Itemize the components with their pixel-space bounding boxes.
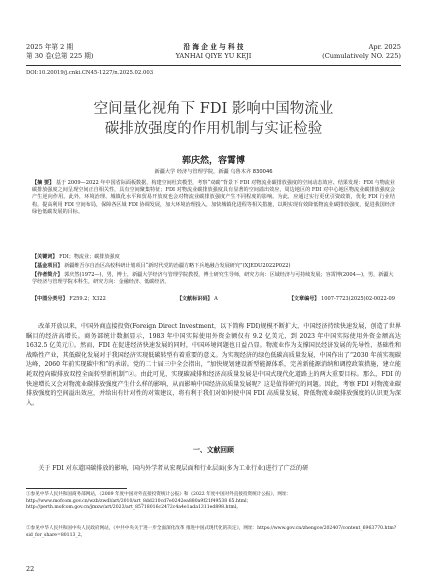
fund-text: 新疆维吾尔自治区高校科研计划项目“新时代党的治疆方略下兵地融合发展研究”(XJEDU2022P022) xyxy=(64,263,291,269)
doc-code-label: 【文献标识码】 xyxy=(176,296,213,302)
author-info-label: 【作者简介】 xyxy=(32,272,63,278)
authors: 郭庆然，容霄博 xyxy=(181,156,245,166)
keywords: FDI；物流业；碳排放强度 xyxy=(59,254,120,260)
issue-date: Apr. 2025 xyxy=(368,43,401,51)
classification-row xyxy=(32,296,395,303)
page-number: 22 xyxy=(26,565,35,573)
fund-row xyxy=(32,263,395,270)
keywords-label: 【关键词】 xyxy=(32,254,58,260)
doi: DOI:10.20019/j.cnki.CN45-1227/n.2025.02.003 xyxy=(26,70,154,76)
article-title-line1: 空间量化视角下 FDI 影响中国物流业 xyxy=(93,101,334,117)
clc-label: 【中图分类号】 xyxy=(32,296,68,302)
literature-paragraph: 关于 FDI 对东道国碳排放的影响，国内外学者从宏观层面和行业层面(多为工业行业)进行了广泛的研 xyxy=(38,465,309,472)
abstract-text: 基于 2009—2022 年中国省际面板数据，构建空间杜宾模型，考察“双碳”背景下 FDI 对物流业碳排放强度的空间动态效应、结果发现：FDI 与物流业碳排放强度之间呈现空间正自相关性，具有空间聚集特征；FDI 对物流业碳排放强度具有显著的空间溢出效应，周边地区的 FDI 对中心地区物流业碳排放强度会产生逆向作用。此外，环境治理、城镇化水平和贸易开放度也会对物流业碳排放强度产生不同程度的影响。为此，应通过实行更优引资政策，优化 FDI 行业结构，提高利用 FDI 空间布局，保障各区域 FDI 协调发展，加大环境治理投入，加快城镇化进程等相关措施，以期实现有效降低物流业碳排放强度，促进我国经济绿色低碳发展的目标。 xyxy=(32,180,396,215)
cumulative-number: (Cumulatively NO. 225) xyxy=(322,52,401,60)
doc-code-value: A xyxy=(214,296,218,302)
article-no-item xyxy=(289,296,395,303)
abstract-label: 【摘 要】 xyxy=(32,180,55,186)
footnote-1: ①参见中华人民共和国商务部网站，《2009 年度中国对外直接投资统计公报》和《2022 年度中国对外直接投资统计公报》，网址：http://www.mofcom.gov.cn/wzb/zwdl/art/2010/art_8dd210cd7e0242ea880a9f21f49538 65.html；http://perth.mofcom.gov.cn/jmxw/art/2023/art_85718016c2472c4a4e1ada1311ed898.html。 xyxy=(26,492,292,511)
header-rule xyxy=(26,65,401,66)
doc-code-item xyxy=(177,296,218,303)
running-header xyxy=(26,43,401,65)
keywords-row xyxy=(32,254,395,261)
journal-title-cn: 沿 海 企 业 与 科 技 xyxy=(183,43,244,51)
abstract xyxy=(32,180,395,216)
volume-label: 第 30 卷(总第 225 期) xyxy=(26,52,94,60)
article-no-label: 【文章编号】 xyxy=(288,296,320,302)
footnote-2: ②参见中华人民共和国中央人民政府网站，《中共中央关于进一步全面深化改革 推进中国式现代化的决定》，网址：https://www.gov.cn/zhengce/202407/content_6963770.htm?sid_for_share=80113_2。 xyxy=(26,526,397,538)
author-info-text: 郭庆然(1972—)，男，博士，新疆大学经济与管理学院教授，博士研究生导师，研究方向：区域经济与可持续发展；容霄博(2004—)，男，新疆大学经济与管理学院本科生，研究方向：金融经济、低碳经济。 xyxy=(32,272,394,286)
clc-item xyxy=(32,296,106,303)
affiliation: 新疆大学 经济与管理学院，新疆 乌鲁木齐 830046 xyxy=(154,169,273,175)
article-title-line2: 碳排放强度的作用机制与实证检验 xyxy=(104,121,323,137)
article-no-value: 1007-7723(2025)02-0022-09 xyxy=(321,296,395,302)
clc-value: F259.2；X322 xyxy=(69,296,106,302)
fund-label: 【基金项目】 xyxy=(32,263,63,269)
section-heading: 一、文献回顾 xyxy=(193,446,234,454)
footnote-rule xyxy=(26,488,127,489)
author-info-row xyxy=(32,272,395,286)
intro-paragraph: 改革开放以来，中国外商直接投资(Foreign Direct Investment，以下简称 FDI)规模不断扩大，中国经济持续快速发展，创造了世界瞩目的经济高增长。商务部统计数据显示，1983 年中国实际使用外资金额仅有 9.2 亿美元，到 2023 年中国实际使用外资金额高达 1632.5 亿美元①。然而，FDI 在促进经济快速发展的同时，中国环境问题也日益凸显。物流业作为支撑国民经济发展的先导性、基础性和战略性产业，其低碳化发展对于我国经济实现低碳转型有着重要的意义。为实现经济的绿色低碳高质量发展，中国作出了“2030 年前实现碳达峰，2060 年前实现碳中和”的承诺。党的二十届三中全会指出，“加快规划建设新型能源体系，完善新能源消纳和调控政策措施，建立能耗双控向碳排放双控全面转型新机制”②。由此可见，实现碳减排和经济高质量发展是中国式现代化道路上的两大重要目标。那么，FDI 的快速增长又会对物流业碳排放强度产生什么样的影响，从而影响中国经济高质量发展呢？这是值得研究的问题。因此，考察 FDI 对物流业碳排放强度的空间溢出效应，并给出有针对性的对策建议，将有利于我们对如何使中国 FDI 高质量发展、降低物流业碳排放强度的认识更为深入。 xyxy=(26,323,401,407)
journal-title-en: YANHAI QIYE YU KEJI xyxy=(175,52,252,60)
issue-label: 2025 年第 2 期 xyxy=(26,43,74,51)
